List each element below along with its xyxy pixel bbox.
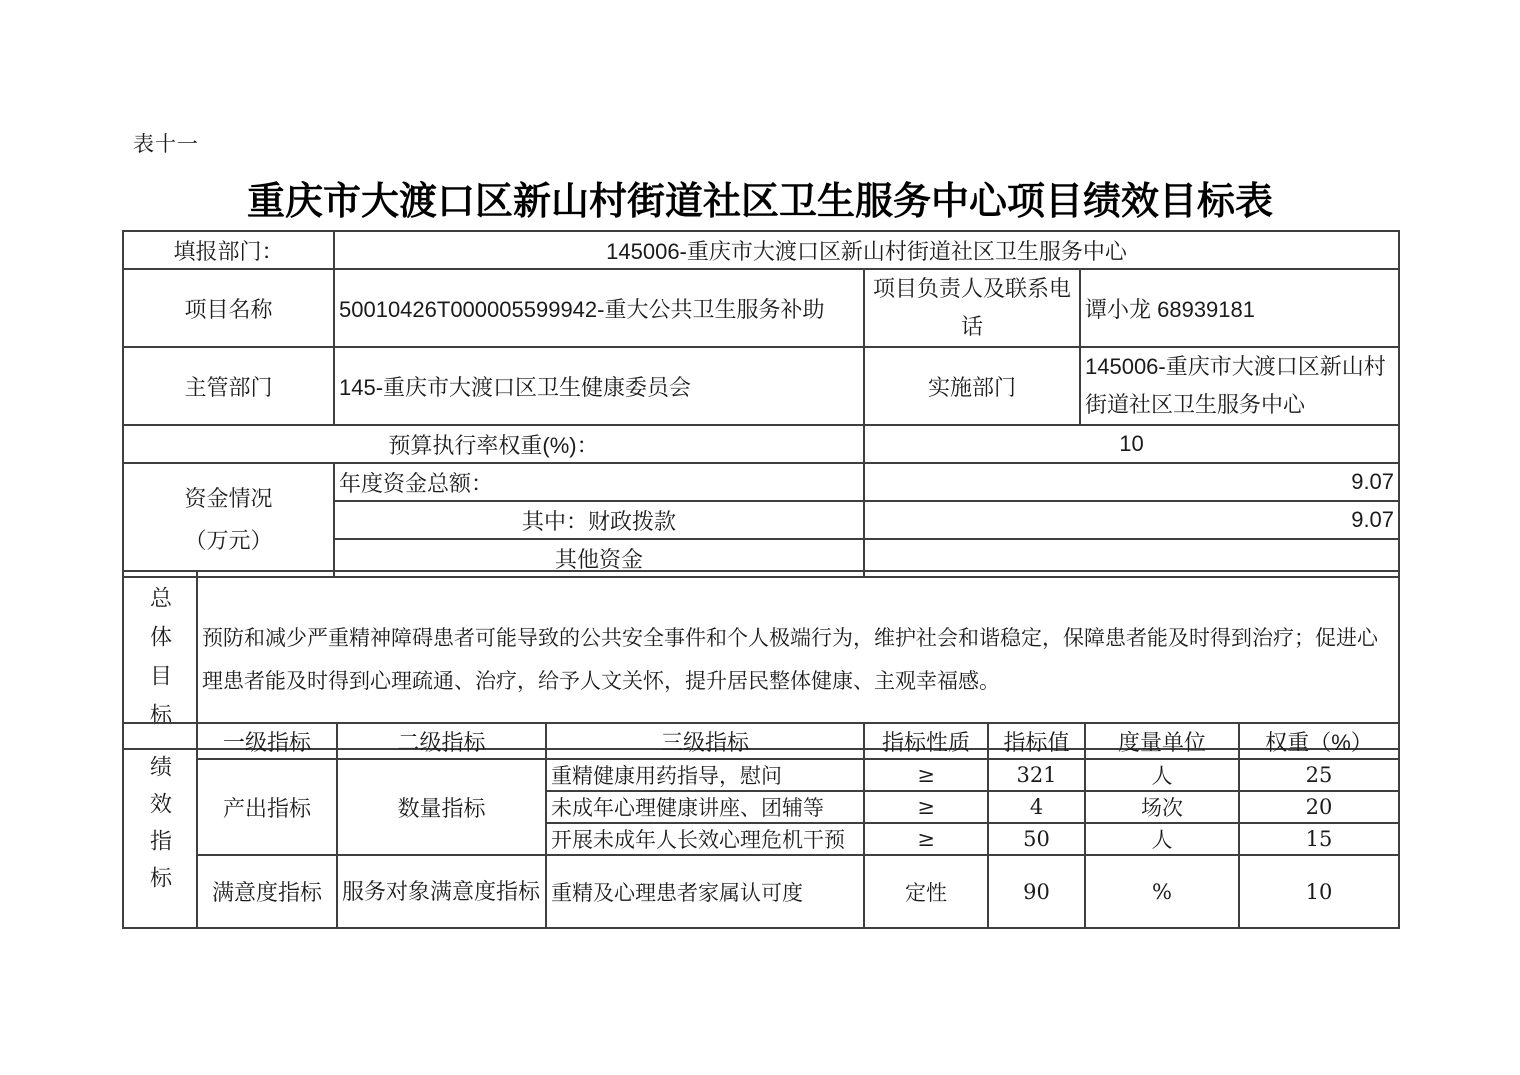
indicator-weight: 15 <box>1239 823 1399 855</box>
project-info-table <box>122 230 1400 578</box>
project-leader-label: 项目负责人及联系电话 <box>864 269 1080 347</box>
table-row <box>123 347 1399 425</box>
funding-label-lines <box>128 478 329 562</box>
funding-fiscal-value: 9.07 <box>864 501 1399 539</box>
indicator-weight: 25 <box>1239 759 1399 791</box>
impl-dept-value: 145006-重庆市大渡口区新山村街道社区卫生服务中心 <box>1080 347 1399 425</box>
indicator-nature: ≥ <box>864 823 988 855</box>
header-nature: 指标性质 <box>864 723 988 759</box>
funding-label <box>123 463 334 577</box>
header-level3: 三级指标 <box>546 723 864 759</box>
indicator-level3: 重精及心理患者家属认可度 <box>546 855 864 928</box>
indicator-nature: ≥ <box>864 759 988 791</box>
level1-satisfaction: 满意度指标 <box>197 855 337 928</box>
indicator-nature: ≥ <box>864 791 988 823</box>
project-name-value: 50010426T000005599942-重大公共卫生服务补助 <box>334 269 864 347</box>
header-weight: 权重（%） <box>1239 723 1399 759</box>
performance-indicator-table <box>122 722 1400 929</box>
indicator-level3: 未成年心理健康讲座、团辅等 <box>546 791 864 823</box>
table-row <box>123 425 1399 463</box>
indicator-nature: 定性 <box>864 855 988 928</box>
indicator-unit: 场次 <box>1085 791 1239 823</box>
impl-dept-label: 实施部门 <box>864 347 1080 425</box>
funding-total-label: 年度资金总额： <box>334 463 864 501</box>
performance-label: 绩效指标 <box>123 723 197 928</box>
supervisor-dept-value: 145-重庆市大渡口区卫生健康委员会 <box>334 347 864 425</box>
header-level1: 一级指标 <box>197 723 337 759</box>
indicator-weight: 20 <box>1239 791 1399 823</box>
table-header-row <box>123 723 1399 759</box>
header-value: 指标值 <box>988 723 1085 759</box>
indicator-unit: 人 <box>1085 823 1239 855</box>
funding-label-line1: 资金情况 <box>184 486 273 511</box>
overall-goal-text: 预防和减少严重精神障碍患者可能导致的公共安全事件和个人极端行为，维护社会和谐稳定，保障患者能及时得到治疗；促进心理患者能及时得到心理疏通、治疗，给予人文关怀，提升居民整体健康、主观幸福感。 <box>197 571 1399 749</box>
table-row <box>123 759 1399 791</box>
indicator-value: 4 <box>988 791 1085 823</box>
indicator-value: 50 <box>988 823 1085 855</box>
header-unit: 度量单位 <box>1085 723 1239 759</box>
project-leader-value: 谭小龙 68939181 <box>1080 269 1399 347</box>
table-row <box>123 855 1399 928</box>
level1-output: 产出指标 <box>197 759 337 855</box>
project-name-label: 项目名称 <box>123 269 334 347</box>
indicator-weight: 10 <box>1239 855 1399 928</box>
funding-other-label: 其他资金 <box>334 539 864 577</box>
table-row <box>123 231 1399 269</box>
table-number-tag: 表十一 <box>133 133 199 156</box>
level2-satisfaction: 服务对象满意度指标 <box>337 855 546 928</box>
page-title: 重庆市大渡口区新山村街道社区卫生服务中心项目绩效目标表 <box>246 181 1273 223</box>
indicator-value: 321 <box>988 759 1085 791</box>
funding-total-value: 9.07 <box>864 463 1399 501</box>
indicator-value: 90 <box>988 855 1085 928</box>
funding-label-line2: （万元） <box>184 528 273 553</box>
indicator-level3: 开展未成年人长效心理危机干预 <box>546 823 864 855</box>
level2-quantity: 数量指标 <box>337 759 546 855</box>
budget-rate-value: 10 <box>864 425 1399 463</box>
indicator-unit: 人 <box>1085 759 1239 791</box>
indicator-level3: 重精健康用药指导，慰问 <box>546 759 864 791</box>
funding-fiscal-label: 其中：财政拨款 <box>334 501 864 539</box>
overall-goal-label: 总体目标 <box>123 571 197 749</box>
table-row <box>123 269 1399 347</box>
report-dept-label: 填报部门： <box>123 231 334 269</box>
budget-rate-label: 预算执行率权重(%)： <box>123 425 864 463</box>
supervisor-dept-label: 主管部门 <box>123 347 334 425</box>
indicator-unit: % <box>1085 855 1239 928</box>
report-dept-value: 145006-重庆市大渡口区新山村街道社区卫生服务中心 <box>334 231 1399 269</box>
header-level2: 二级指标 <box>337 723 546 759</box>
table-row <box>123 463 1399 501</box>
